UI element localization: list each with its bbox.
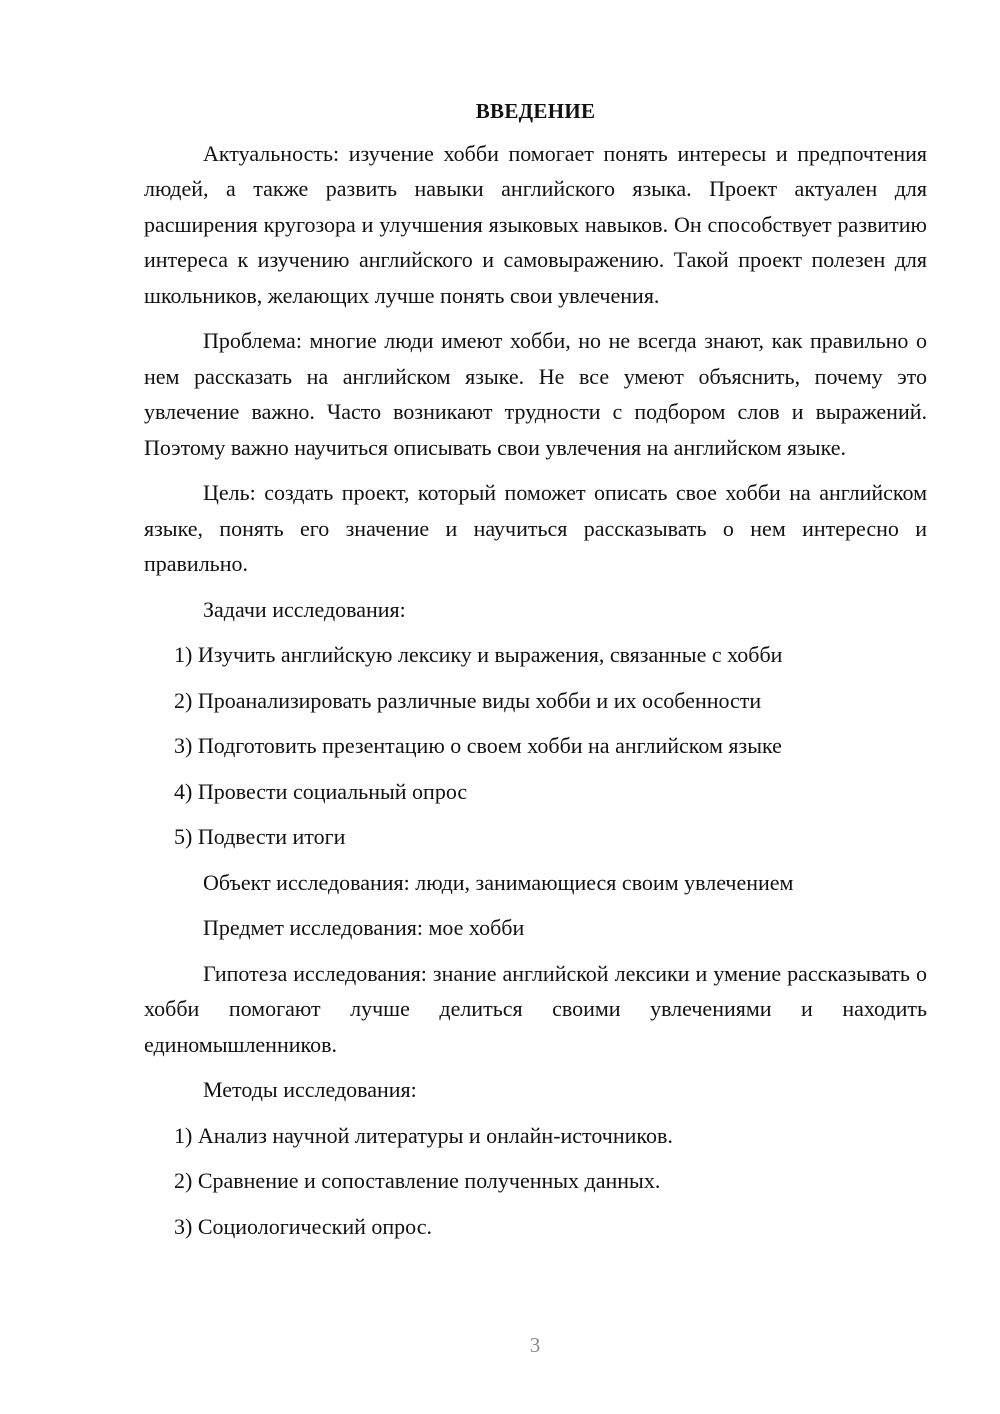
- research-subject: Предмет исследования: мое хобби: [203, 915, 525, 940]
- task-item: 5) Подвести итоги: [174, 824, 346, 849]
- section-title: ВВЕДЕНИЕ: [475, 99, 596, 123]
- method-item: 3) Социологический опрос.: [174, 1213, 432, 1239]
- hypothesis-paragraph: Гипотеза исследования: знание английской лексики и умение рассказывать о хобби помогают лучше делиться своими увлечениями и находить единомышленников.: [144, 960, 927, 1057]
- tasks-list: [144, 637, 927, 855]
- document-body: [144, 94, 927, 1254]
- methods-heading: Методы исследования:: [203, 1077, 417, 1102]
- goal-paragraph: Цель: создать проект, который поможет описать свое хобби на английском языке, понять его значение и научиться рассказывать о нем интересно и правильно.: [144, 480, 927, 576]
- task-item: 2) Проанализировать различные виды хобби и их особенности: [174, 687, 762, 713]
- method-item: 1) Анализ научной литературы и онлайн-источников.: [174, 1122, 673, 1148]
- task-item: 3) Подготовить презентацию о своем хобби на английском языке: [174, 733, 782, 758]
- method-item: 2) Сравнение и сопоставление полученных данных.: [174, 1168, 661, 1193]
- methods-list: [144, 1118, 927, 1245]
- research-object: Объект исследования: люди, занимающиеся своим увлечением: [203, 869, 794, 895]
- relevance-paragraph: Актуальность: изучение хобби помогает понять интересы и предпочтения людей, а также развить навыки английского языка. Проект актуален для расширения кругозора и улучшения языковых навыков. Он способствует развитию интереса к изучению английского и самовыражению. Такой проект полезен для школьников, желающих лучше понять свои увлечения.: [144, 140, 927, 308]
- task-item: 4) Провести социальный опрос: [174, 778, 468, 804]
- problem-paragraph: Проблема: многие люди имеют хобби, но не всегда знают, как правильно о нем рассказать на английском языке. Не все умеют объяснить, почему это увлечение важно. Часто возникают трудности с подбором слов и выражений. Поэтому важно научиться описывать свои увлечения на английском языке.: [144, 328, 927, 460]
- tasks-heading: Задачи исследования:: [203, 596, 406, 622]
- task-item: 1) Изучить английскую лексику и выражения, связанные с хобби: [174, 642, 783, 667]
- page-number: 3: [529, 1333, 541, 1357]
